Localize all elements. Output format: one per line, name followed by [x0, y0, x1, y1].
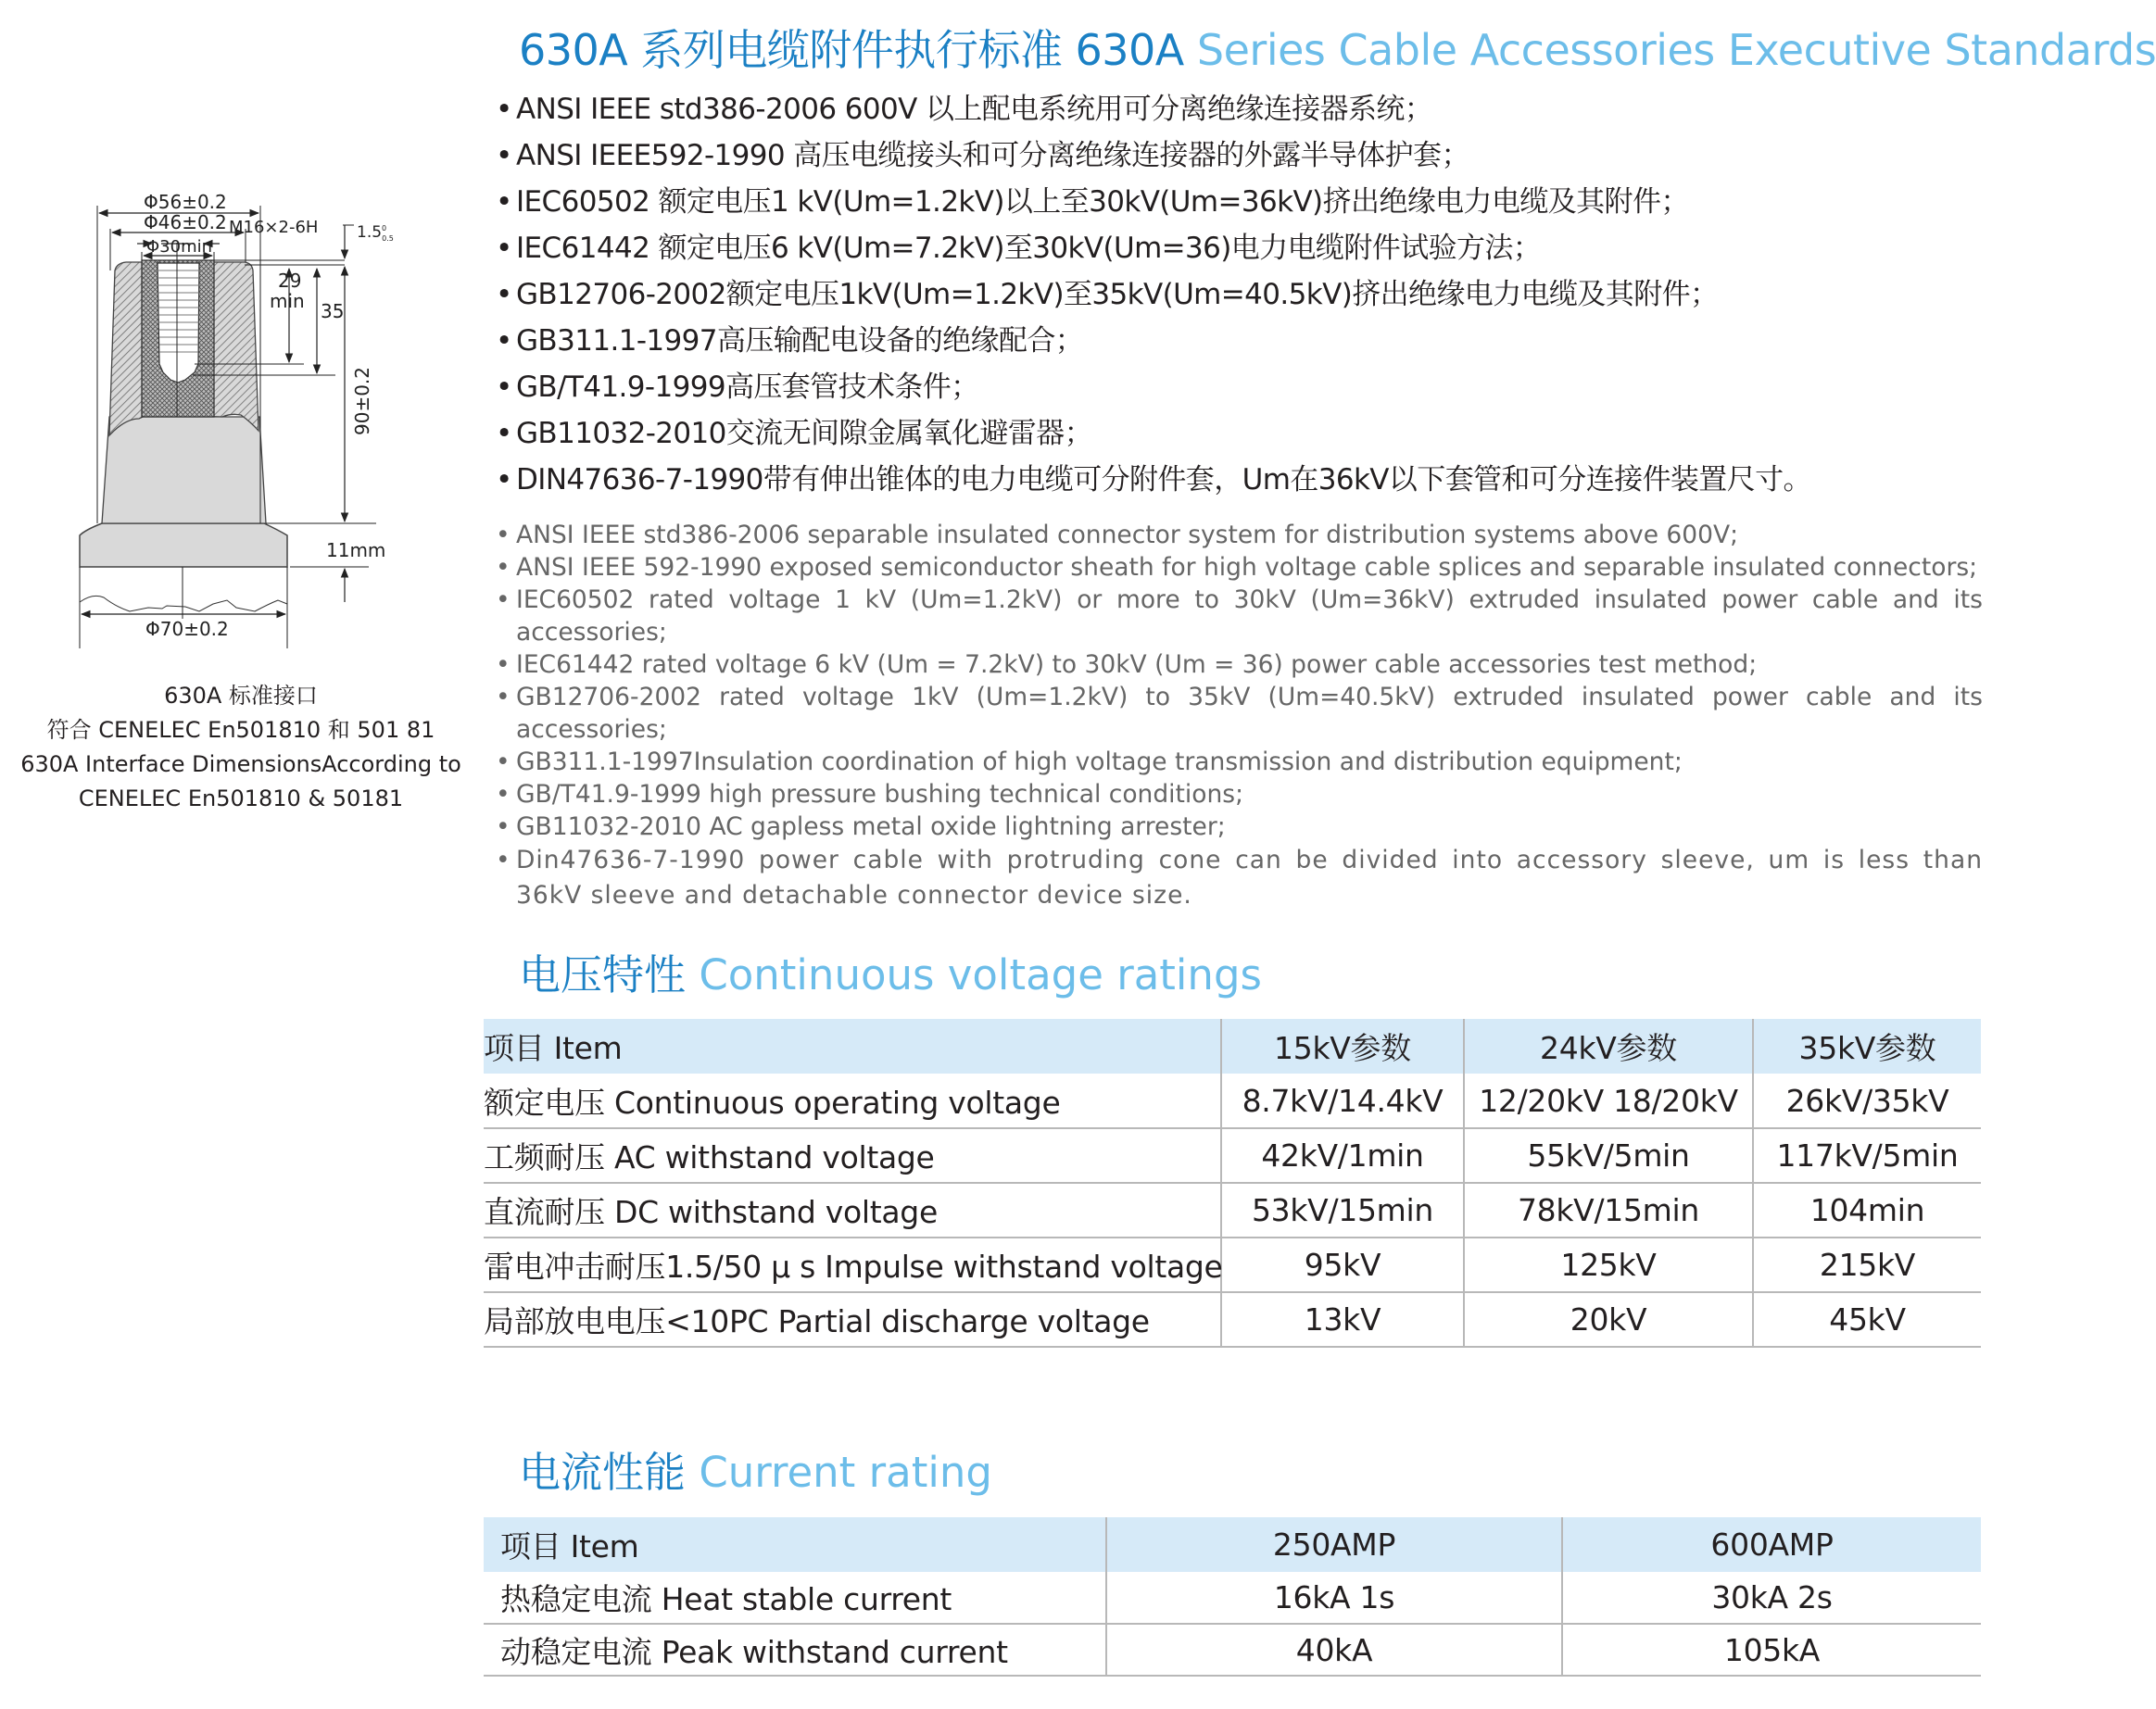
- drawing-caption: [0, 679, 482, 816]
- caption-line-3: 630A Interface DimensionsAccording to: [20, 751, 461, 777]
- bullet-icon: •: [496, 324, 512, 358]
- bullet-icon: •: [496, 232, 512, 265]
- list-item: • GB311.1-1997Insulation coordination of high voltage transmission and distribution equipment;: [496, 748, 1683, 776]
- caption-line-4: CENELEC En501810 & 50181: [78, 785, 404, 811]
- voltage-section-title: 电压特性 Continuous voltage ratings: [519, 950, 1262, 999]
- column-header: 项目 Item: [500, 1528, 639, 1564]
- list-item: • GB12706-2002额定电压1kV(Um=1.2kV)至35kV(Um=40.5kV)挤出绝缘电力电缆及其附件；: [496, 271, 1987, 318]
- bullet-icon: •: [496, 780, 511, 809]
- list-item: • GB11032-2010 AC gapless metal oxide lightning arrester;: [496, 812, 1226, 841]
- bullet-icon: •: [496, 748, 511, 776]
- page-title-cn: 630A 系列电缆附件执行标准 630A: [519, 25, 1197, 75]
- table-row: 动稳定电流 Peak withstand current 40kA 105kA: [484, 1624, 1981, 1676]
- list-item: • GB/T41.9-1999 high pressure bushing technical conditions;: [496, 780, 1244, 809]
- list-item: • IEC61442 额定电压6 kV(Um=7.2kV)至30kV(Um=36)电力电缆附件试验方法；: [496, 225, 1987, 271]
- column-header: 250AMP: [1106, 1517, 1562, 1572]
- list-item: • DIN47636-7-1990带有伸出锥体的电力电缆可分附件套，Um在36kV以下套管和可分连接件装置尺寸。: [496, 457, 1987, 503]
- dim-29: 29: [278, 270, 302, 292]
- dim-chamfer: $1.5^0$ 0.5: [357, 223, 394, 243]
- table-row: 直流耐压 DC withstand voltage 53kV/15min 78kV/15min 104min: [484, 1183, 1981, 1238]
- list-item: • ANSI IEEE 592-1990 exposed semiconductor sheath for high voltage cable splices and separable insulated connectors;: [496, 553, 1978, 582]
- bullet-icon: •: [496, 417, 512, 450]
- bullet-icon: •: [496, 585, 511, 614]
- flange-shape: [80, 523, 287, 567]
- list-item: • IEC60502 rated voltage 1 kV (Um=1.2kV) or more to 30kV (Um=36kV) extruded insulated power cable and its accessories;: [496, 585, 1983, 647]
- bullet-icon: •: [496, 185, 512, 219]
- current-rating-table: [484, 1517, 1981, 1677]
- cn-standards-list: [496, 86, 1987, 503]
- table-row: 雷电冲击耐压1.5/50 μ s Impulse withstand voltage 95kV 125kV 215kV: [484, 1238, 1981, 1292]
- threaded-hole-shape: [158, 263, 199, 383]
- interface-dimension-drawing: [0, 111, 482, 667]
- column-header: 600AMP: [1562, 1517, 1981, 1572]
- column-header: 15kV参数: [1221, 1019, 1464, 1074]
- list-item: • ANSI IEEE std386-2006 separable insulated connector system for distribution systems above 600V;: [496, 521, 1739, 549]
- dim-90: 90±0.2: [351, 366, 373, 435]
- dim-30: Φ30min: [146, 237, 213, 257]
- column-header: 35kV参数: [1753, 1019, 1981, 1074]
- dim-11mm: 11mm: [326, 539, 386, 561]
- table-header-row: [484, 1019, 1981, 1074]
- caption-line-2: 符合 CENELEC En501810 和 501 81: [46, 717, 435, 743]
- bullet-icon: •: [496, 553, 511, 582]
- body-lower-shape: [102, 417, 266, 523]
- bullet-icon: •: [496, 463, 512, 496]
- bullet-icon: •: [496, 93, 512, 126]
- dim-46: Φ46±0.2: [144, 211, 227, 233]
- page-title-en: Series Cable Accessories Executive Standards: [1196, 25, 2156, 75]
- table-row: 局部放电电压<10PC Partial discharge voltage 13kV 20kV 45kV: [484, 1292, 1981, 1347]
- bullet-icon: •: [496, 650, 511, 679]
- column-header: 项目 Item: [484, 1030, 623, 1066]
- bullet-icon: •: [496, 846, 511, 874]
- bullet-icon: •: [496, 683, 511, 711]
- list-item: • GB311.1-1997高压输配电设备的绝缘配合；: [496, 318, 1987, 364]
- list-item: • GB11032-2010交流无间隙金属氧化避雷器；: [496, 410, 1987, 457]
- dim-70: Φ70±0.2: [145, 618, 229, 640]
- voltage-ratings-table: [484, 1019, 1981, 1348]
- table-row: 热稳定电流 Heat stable current 16kA 1s 30kA 2s: [484, 1572, 1981, 1624]
- dim-35: 35: [321, 300, 345, 322]
- bullet-icon: •: [496, 139, 512, 172]
- bullet-icon: •: [496, 812, 511, 841]
- table-row: 工频耐压 AC withstand voltage 42kV/1min 55kV/5min 117kV/5min: [484, 1128, 1981, 1183]
- dim-thread: M16×2-6H: [229, 218, 319, 237]
- dim-56: Φ56±0.2: [144, 191, 227, 213]
- list-item: • ANSI IEEE std386-2006 600V 以上配电系统用可分离绝缘连接器系统；: [496, 86, 1987, 132]
- table-header-row: [484, 1517, 1981, 1572]
- column-header: 24kV参数: [1464, 1019, 1753, 1074]
- list-item: • ANSI IEEE592-1990 高压电缆接头和可分离绝缘连接器的外露半导体护套；: [496, 132, 1987, 179]
- bullet-icon: •: [496, 521, 511, 549]
- page-title: [519, 20, 2156, 80]
- list-item: • GB/T41.9-1999高压套管技术条件；: [496, 364, 1987, 410]
- bullet-icon: •: [496, 278, 512, 311]
- list-item: • IEC61442 rated voltage 6 kV (Um = 7.2kV) to 30kV (Um = 36) power cable accessories test method;: [496, 650, 1758, 679]
- en-standards-list: [496, 519, 1983, 912]
- dim-29-min: min: [270, 290, 305, 312]
- current-section-title: 电流性能 Current rating: [519, 1448, 992, 1497]
- table-row: 额定电压 Continuous operating voltage 8.7kV/14.4kV 12/20kV 18/20kV 26kV/35kV: [484, 1074, 1981, 1128]
- list-item: • IEC60502 额定电压1 kV(Um=1.2kV)以上至30kV(Um=36kV)挤出绝缘电力电缆及其附件；: [496, 179, 1987, 225]
- list-item: • Din47636-7-1990 power cable with protruding cone can be divided into accessory sleeve, um is less than 36kV sleeve and detachable connector device size.: [496, 843, 1983, 912]
- bullet-icon: •: [496, 371, 512, 404]
- list-item: • GB12706-2002 rated voltage 1kV (Um=1.2kV) to 35kV (Um=40.5kV) extruded insulated power cable and its accessories;: [496, 683, 1983, 744]
- caption-line-1: 630A 标准接口: [164, 683, 318, 709]
